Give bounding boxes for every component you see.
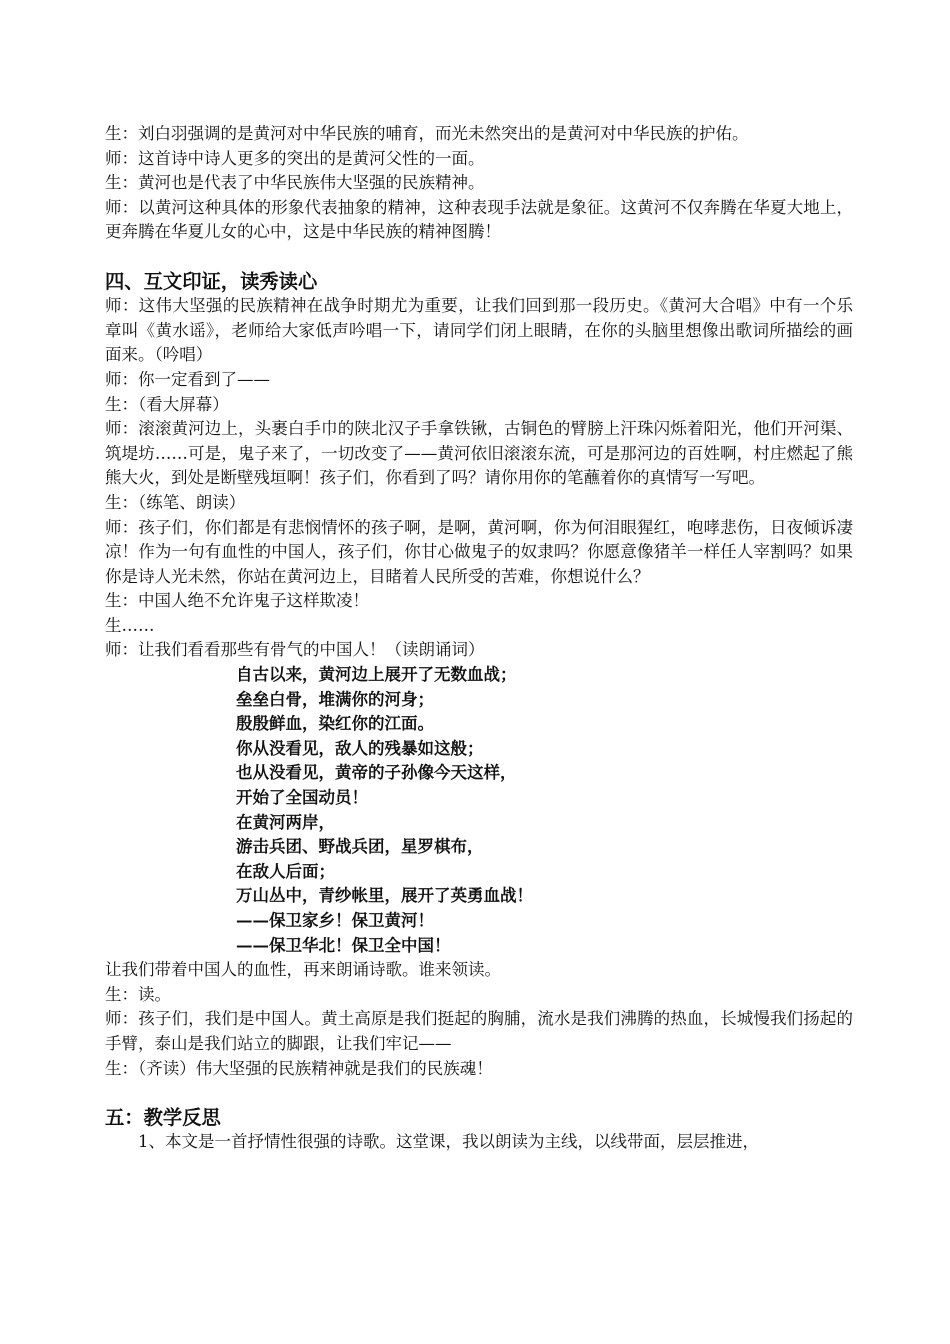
reflection-paragraph: 1、本文是一首抒情性很强的诗歌。这堂课，我以朗读为主线，以线带面，层层推进， (138, 1132, 759, 1152)
poem-line: 垒垒白骨，堆满你的河身； (236, 689, 434, 709)
dialogue-line: 师：以黄河这种具体的形象代表抽象的精神，这种表现手法就是象征。这黄河不仅奔腾在华夏大地上，更奔腾在华夏儿女的心中，这是中华民族的精神图腾！ (105, 197, 853, 242)
dialogue-line: 生：读。 (105, 984, 171, 1004)
reflection-block (105, 1130, 853, 1155)
dialogue-block-after-poem (105, 958, 853, 1081)
dialogue-line: 生：中国人绝不允许鬼子这样欺凌！ (105, 591, 369, 611)
dialogue-line: 师：孩子们，你们都是有悲悯情怀的孩子啊，是啊，黄河啊，你为何泪眼猩红，咆哮悲伤，日夜倾诉凄凉！作为一句有血性的中国人，孩子们，你甘心做鬼子的奴隶吗？你愿意像猪羊一样任人宰割吗？如果你是诗人光未然，你站在黄河边上，目睹着人民所受的苦难，你想说什么？ (105, 517, 853, 586)
dialogue-block-top (105, 122, 853, 245)
paragraph-gap (105, 1081, 853, 1106)
poem-line: 也从没看见，黄帝的子孙像今天这样， (236, 763, 517, 783)
dialogue-line: 生：黄河也是代表了中华民族伟大坚强的民族精神。 (105, 173, 485, 193)
poem-line: 游击兵团、野战兵团，星罗棋布， (236, 837, 484, 857)
poem-block (105, 663, 853, 958)
poem-line: 万山丛中，青纱帐里，展开了英勇血战！ (236, 886, 533, 906)
paragraph-gap (105, 245, 853, 270)
poem-line: 你从没看见，敌人的残暴如这般； (236, 738, 484, 758)
dialogue-line: 生：刘白羽强调的是黄河对中华民族的哺育，而光未然突出的是黄河对中华民族的护佑。 (105, 124, 749, 143)
dialogue-line: 师：这首诗中诗人更多的突出的是黄河父性的一面。 (105, 148, 485, 168)
dialogue-line: 生：（看大屏幕） (105, 394, 229, 414)
poem-line: 自古以来，黄河边上展开了无数血战； (236, 665, 517, 685)
poem-line: ——保卫华北！保卫全中国！ (236, 935, 451, 955)
section-heading-4: 四、互文印证，读秀读心 (105, 269, 318, 293)
dialogue-line: 生：（齐读）伟大坚强的民族精神就是我们的民族魂！ (105, 1058, 493, 1078)
dialogue-block-section4 (105, 294, 853, 663)
poem-line: 在敌人后面； (236, 861, 335, 881)
dialogue-line: 师：你一定看到了—— (105, 369, 270, 389)
dialogue-line: 师：滚滚黄河边上，头裹白手巾的陕北汉子手拿铁锹，古铜色的臂膀上汗珠闪烁着阳光，他们开河渠、筑堤坊……可是，鬼子来了，一切改变了——黄河依旧滚滚东流，可是那河边的百姓啊，村庄燃起了熊熊大火，到处是断壁残垣啊！孩子们，你看到了吗？请你用你的笔蘸着你的真情写一写吧。 (105, 419, 853, 488)
poem-line: ——保卫家乡！保卫黄河！ (236, 911, 434, 930)
dialogue-line: 师：让我们看看那些有骨气的中国人！（读朗诵词） (105, 640, 485, 660)
dialogue-line: 师：这伟大坚强的民族精神在战争时期尤为重要，让我们回到那一段历史。《黄河大合唱》中有一个乐章叫《黄水谣》，老师给大家低声吟唱一下，请同学们闭上眼睛，在你的头脑里想像出歌词所描绘的画面来。（吟唱） (105, 296, 853, 365)
dialogue-line: 生：（练笔、朗读） (105, 492, 246, 512)
poem-line: 在黄河两岸， (236, 812, 335, 832)
dialogue-line: 生…… (105, 615, 155, 635)
poem-line: 殷殷鲜血，染红你的江面。 (236, 714, 434, 734)
poem-line: 开始了全国动员！ (236, 788, 368, 808)
dialogue-line: 让我们带着中国人的血性，再来朗诵诗歌。谁来领读。 (105, 960, 501, 980)
section-heading-5: 五：教学反思 (105, 1105, 221, 1129)
document-page (105, 122, 853, 1155)
dialogue-line: 师：孩子们，我们是中国人。黄土高原是我们挺起的胸脯，流水是我们沸腾的热血，长城慢我们扬起的手臂，泰山是我们站立的脚跟，让我们牢记—— (105, 1009, 853, 1053)
